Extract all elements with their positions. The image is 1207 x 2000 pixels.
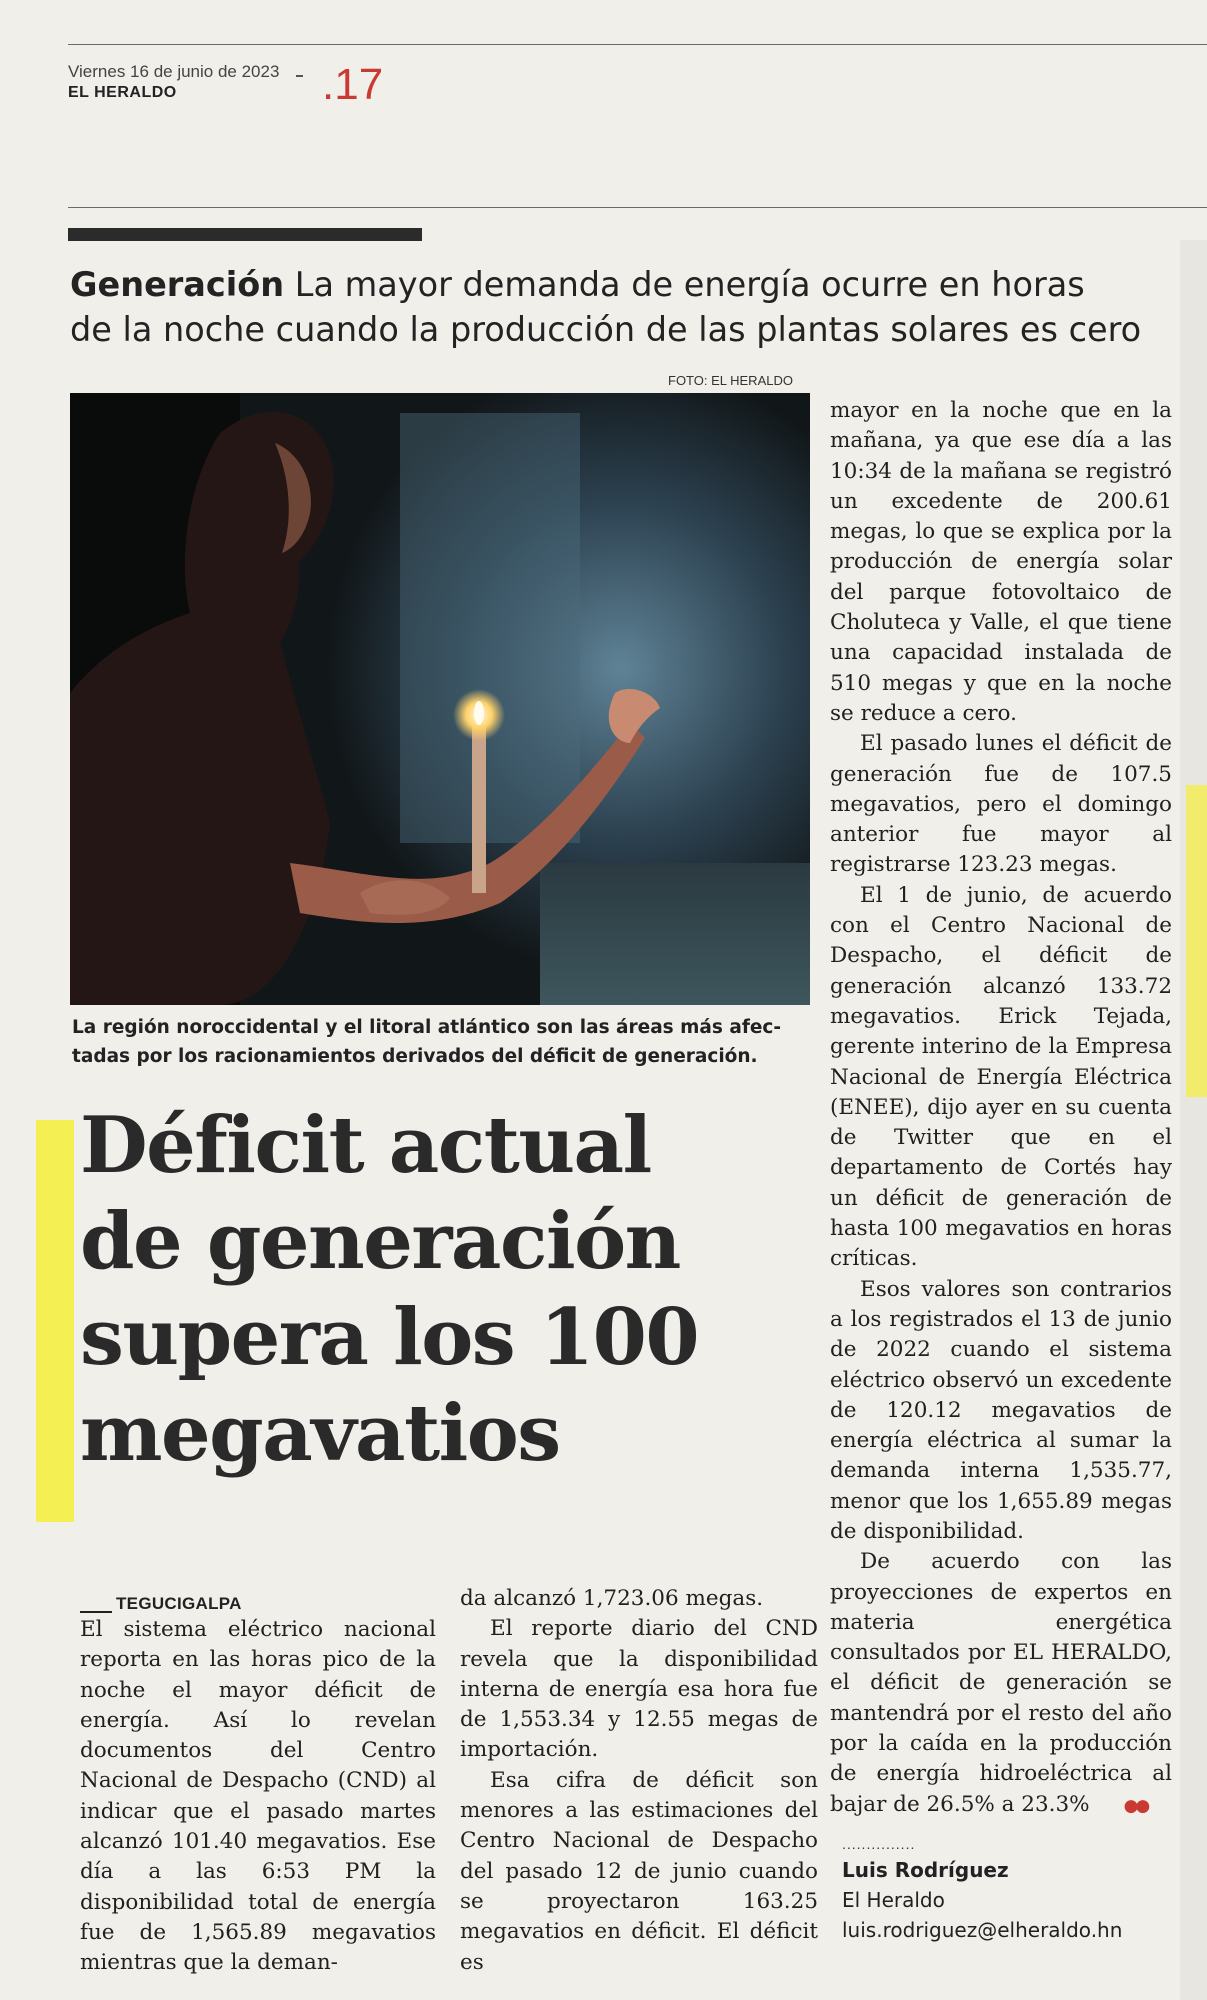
headline-line3: supera los 100 [80,1292,699,1383]
dateline: TEGUCIGALPA [116,1594,242,1613]
page-number: .17 [322,60,384,109]
issue-date: Viernes 16 de junio de 2023 [68,62,280,81]
photo-credit: FOTO: EL HERALDO [668,373,793,388]
col3-paragraph-2: El pasado lunes el déficit de generación fue de 107.5 megavatios, pero el domingo anterior fue mayor al registrarse 123.23 megas. [830,731,1172,878]
author-outlet: El Heraldo [842,1888,945,1912]
article-column-3 [830,396,1172,1821]
col2-paragraph-3: Esa cifra de déficit son menores a las estimaciones del Centro Nacional de Despacho del pasado 12 de junio cuando se proyectaron 163.25 megavatios en déficit. El déficit es [460,1767,818,1975]
kicker-section: Generación [70,265,285,304]
end-of-article-icon: ●● [1123,1795,1148,1816]
col1-paragraph-1: El sistema eléctrico nacional reporta en las horas pico de la noche el mayor déficit de energía. Así lo revelan documentos del Centro Nacional de Despacho (CND) al indicar que el pasado martes alcanzó 101.40 megavatios. Ese día a las 6:53 PM la disponibilidad total de energía fue de 1,565.89 megavatios mientras que la deman- [80,1617,436,1976]
headline-line1: Déficit actual [80,1100,651,1191]
headline [80,1098,820,1482]
section-bar [68,228,422,241]
headline-line4: megavatios [80,1388,560,1479]
article-photo [70,393,810,1005]
author-name: Luis Rodríguez [842,1858,1009,1882]
caption-line1: La región noroccidental y el litoral atlántico son las áreas más afec- [72,1017,782,1038]
edge-highlighter-mark [1186,785,1207,1097]
kicker [70,262,1180,352]
caption-line2: tadas por los racionamientos derivados del déficit de generación. [72,1046,758,1067]
col3-paragraph-4: Esos valores son contrarios a los registrados el 13 de junio de 2022 cuando el sistema eléctrico observó un excedente de 120.12 megavatios de energía eléctrica al sumar la demanda interna 1,535.77, menor que los 1,655.89 megas de disponibilidad. [830,1276,1172,1544]
col3-paragraph-1: mayor en la noche que en la mañana, ya que ese día a las 10:34 de la mañana se registró un excedente de 200.61 megas, lo que se explica por la producción de energía solar del parque fotovoltaico de Choluteca y Valle, el que tiene una capacidad instalada de 510 megas y que en la noche se reduce a cero. [830,398,1172,726]
headline-line2: de generación [80,1196,680,1287]
kicker-text-line1: La mayor demanda de energía ocurre en horas [294,265,1085,304]
dateline-rule [80,1611,112,1613]
col3-paragraph-5 [830,1547,1172,1821]
candle-photo-illustration [70,393,810,1005]
author-email[interactable]: luis.rodriguez@elheraldo.hn [842,1918,1123,1942]
show-through-edge [1180,240,1207,2000]
section-rule [68,207,1207,208]
kicker-text-line2: de la noche cuando la producción de las plantas solares es cero [70,310,1142,349]
article-column-2 [460,1584,818,1978]
top-rule [68,44,1207,45]
article-column-1 [80,1615,436,1979]
newspaper-name: EL HERALDO [68,84,177,101]
col3-paragraph-5-text: De acuerdo con las proyecciones de expertos en materia energética consultados por EL HERALDO, el déficit de generación se mantendrá por el resto del año por la caída en la producción de energía hidroeléctrica al bajar de 26.5% a 23.3% [830,1549,1172,1817]
col2-paragraph-1: da alcanzó 1,723.06 megas. [460,1586,764,1611]
header-separator [296,75,303,77]
signature-separator: ............... [842,1836,916,1852]
highlighter-mark [36,1120,74,1522]
col3-paragraph-3: El 1 de junio, de acuerdo con el Centro Nacional de Despacho, el déficit de generación alcanzó 133.72 megavatios. Erick Tejada, gerente interino de la Empresa Nacional de Energía Eléctrica (ENEE), dijo ayer en su cuenta de Twitter que en el departamento de Cortés hay un déficit de generación de hasta 100 megavatios en horas críticas. [830,882,1172,1272]
col2-paragraph-2: El reporte diario del CND revela que la disponibilidad interna de energía esa hora fue de 1,553.34 y 12.55 megas de importación. [460,1616,818,1763]
photo-caption [72,1013,802,1071]
